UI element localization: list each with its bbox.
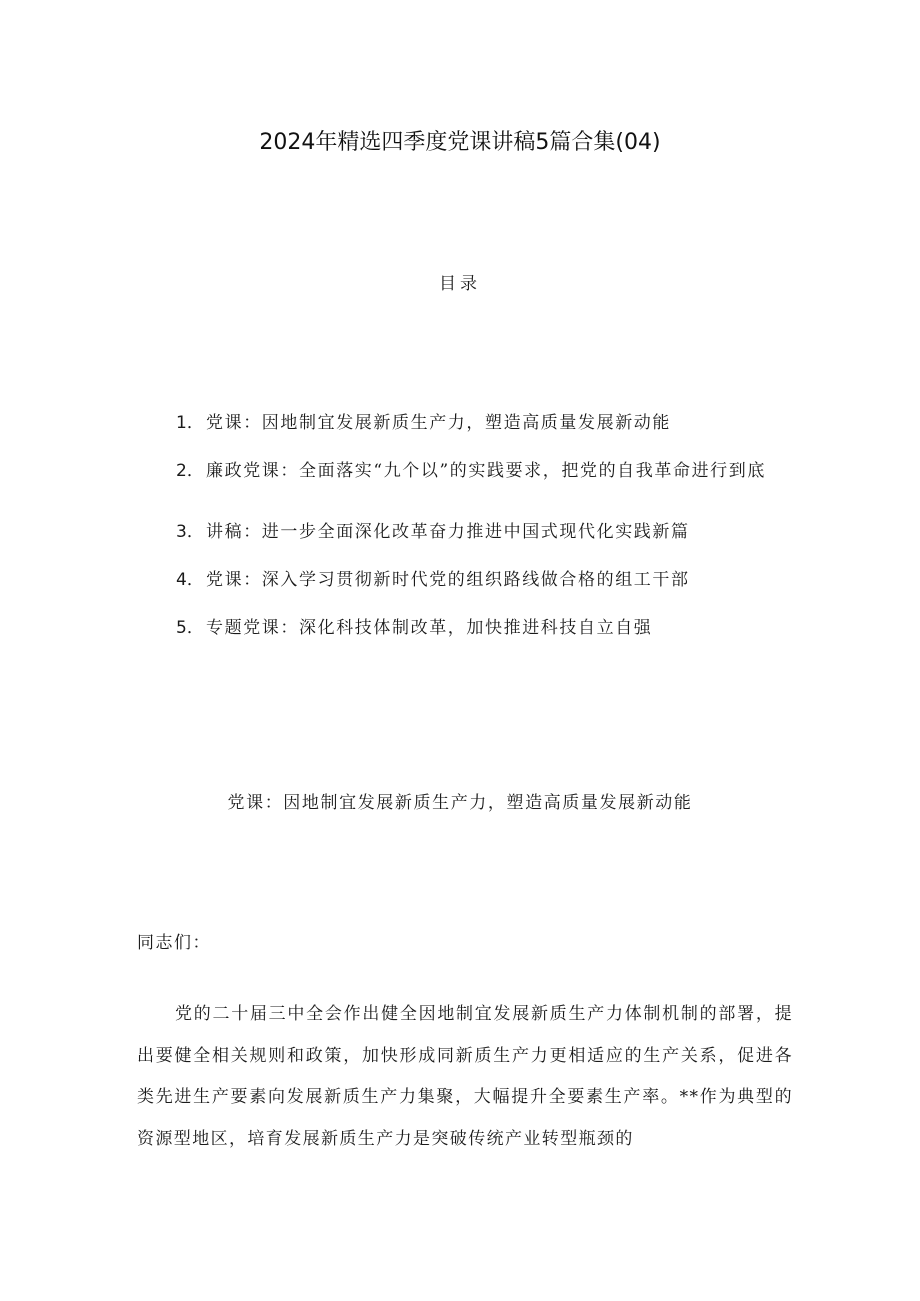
toc-item (176, 410, 806, 436)
toc-item (176, 458, 806, 497)
body-paragraph: 党的二十届三中全会作出健全因地制宜发展新质生产力体制机制的部署，提出要健全相关规则和政策，加快形成同新质生产力更相适应的生产关系，促进各类先进生产要素向发展新质生产力集聚，大幅提升全要素生产率。**作为典型的资源型地区，培育发展新质生产力是突破传统产业转型瓶颈的 (137, 1004, 793, 1149)
toc-item-number: 4． (176, 570, 204, 590)
toc-item-number: 2． (176, 461, 204, 481)
toc-item-text: 党课：深入学习贯彻新时代党的组织路线做合格的组工干部 (206, 570, 690, 590)
toc-item-number: 5． (176, 618, 204, 638)
toc-item (176, 519, 806, 545)
document-title: 2024年精选四季度党课讲稿5篇合集(04) (259, 130, 661, 155)
toc-item (176, 615, 806, 641)
toc-item-text: 廉政党课：全面落实“九个以”的实践要求，把党的自我革命进行到底 (206, 461, 766, 481)
toc-heading: 目录 (439, 274, 481, 294)
toc-item-number: 1． (176, 413, 204, 433)
table-of-contents (176, 410, 806, 663)
toc-item-text: 讲稿：进一步全面深化改革奋力推进中国式现代化实践新篇 (206, 522, 690, 542)
toc-item (176, 567, 806, 593)
toc-item-text: 专题党课：深化科技体制改革，加快推进科技自立自强 (206, 618, 653, 638)
toc-item-text: 党课：因地制宜发展新质生产力，塑造高质量发展新动能 (206, 413, 671, 433)
toc-item-number: 3． (176, 522, 204, 542)
section-title: 党课：因地制宜发展新质生产力，塑造高质量发展新动能 (227, 793, 693, 813)
salutation: 同志们： (137, 933, 211, 953)
